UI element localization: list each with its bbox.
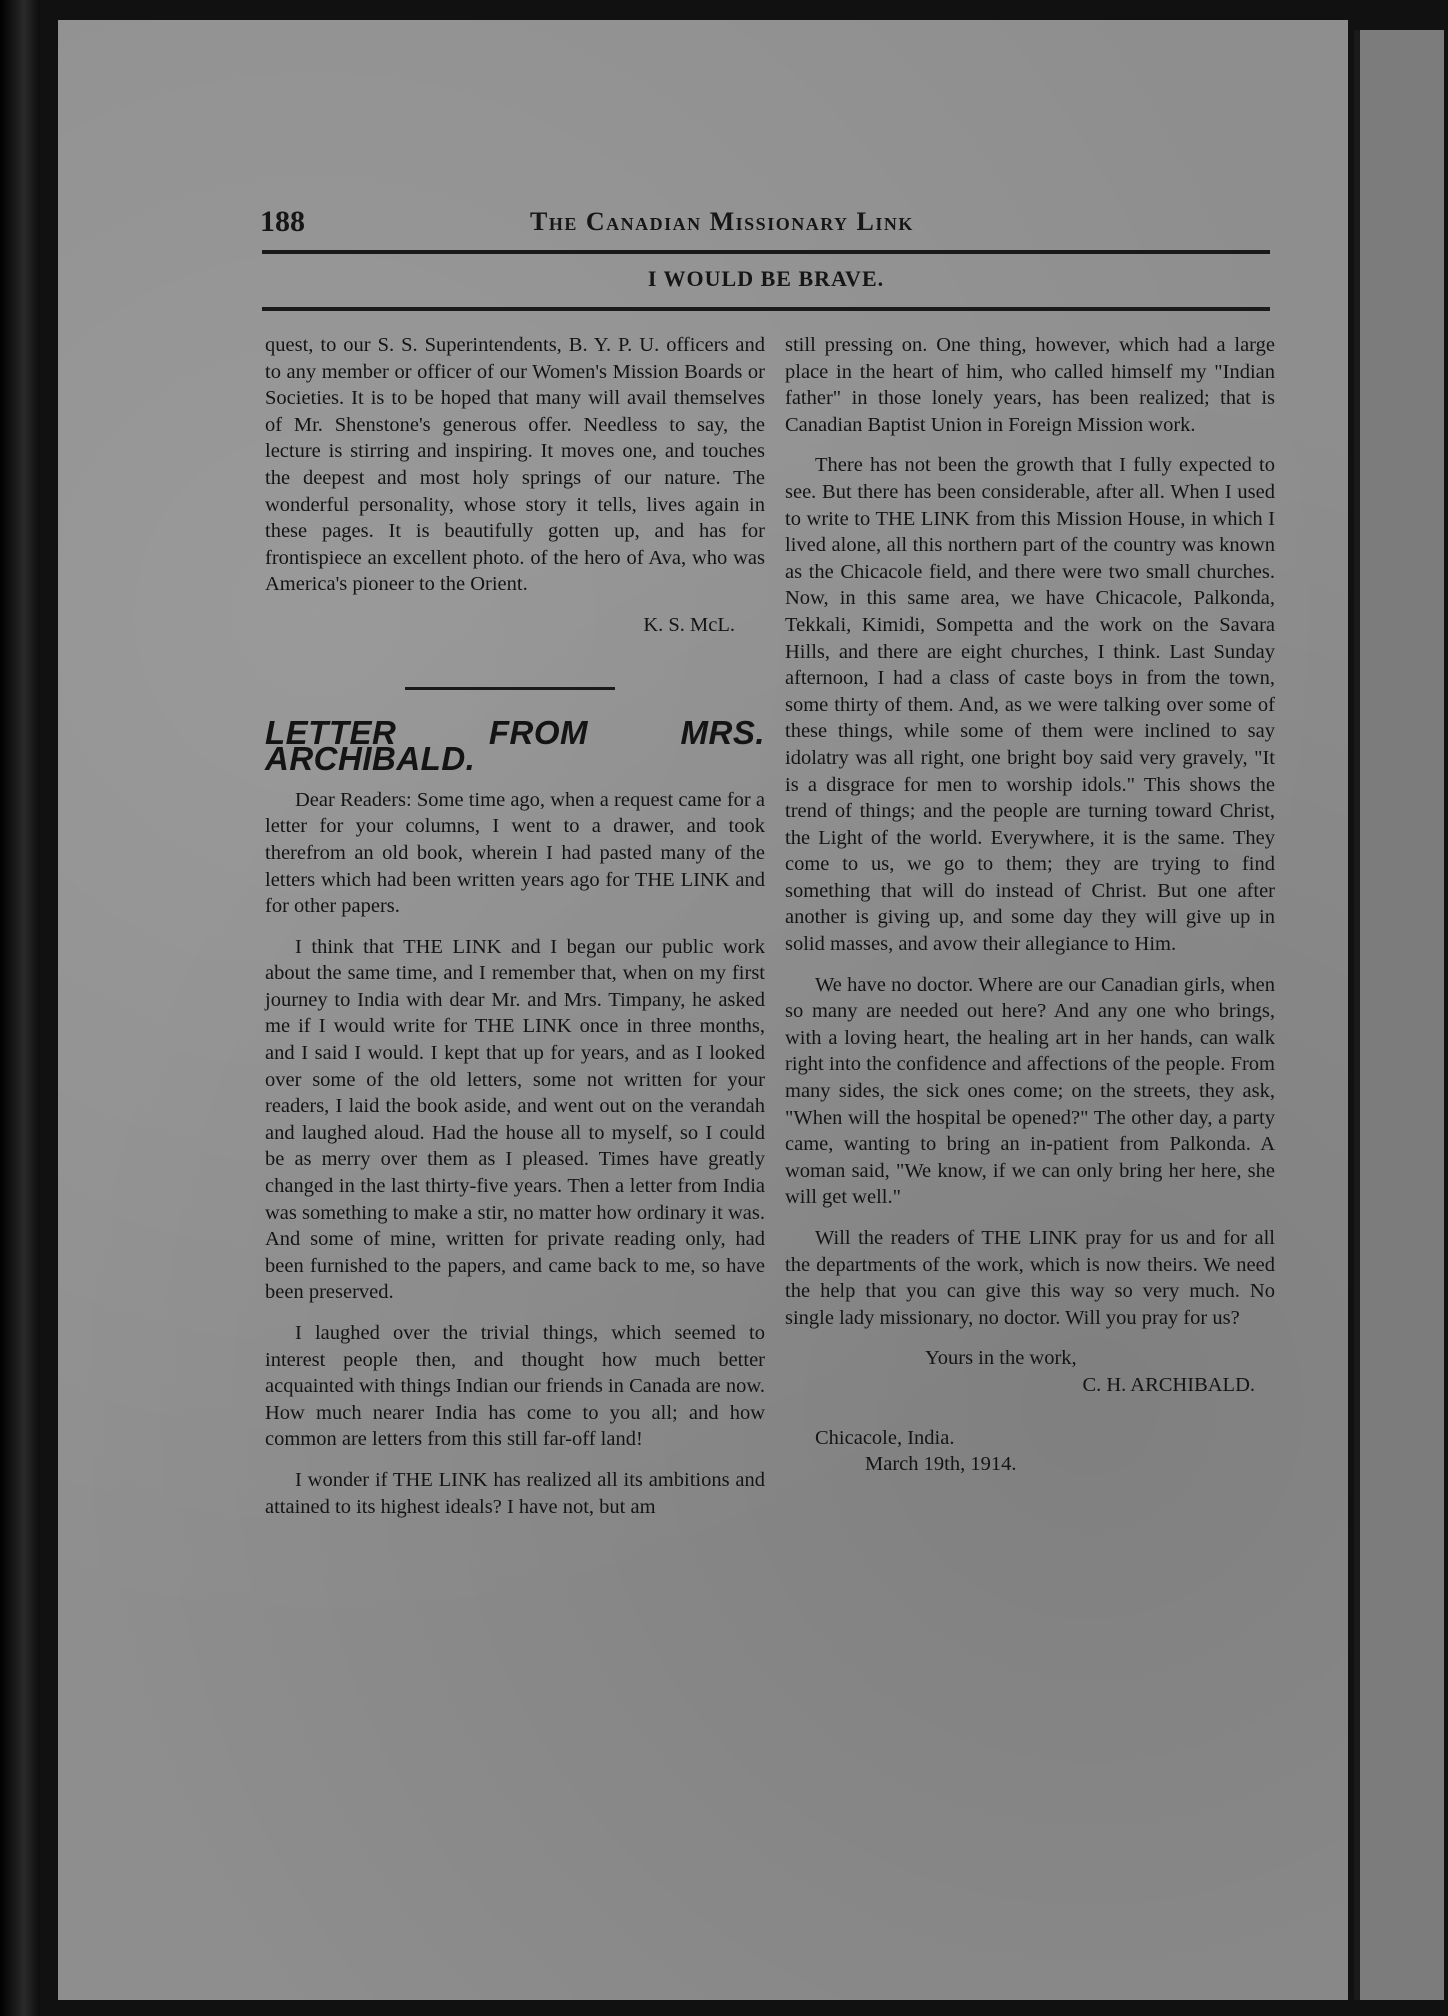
closing-salutation: Yours in the work, — [925, 1347, 1077, 1370]
left-column — [265, 332, 765, 1534]
section-divider — [405, 687, 615, 690]
letter-paragraph: There has not been the growth that I fully expected to see. But there has been considerable, after all. When I used to write to THE LINK from this Mission House, in which I lived alone, all this northern part of the country was known as the Chicacole field, and there were two small churches. Now, in this same area, we have Chicacole, Palkonda, Tekkali, Kimidi, Sompetta and the work on the Savara Hills, and there are eight churches, I think. Last Sunday afternoon, I had a class of caste boys in from the town, some thirty of them. And, as we were talking over some of these things, while some of them were inclined to say idolatry was all right, one bright boy said very gravely, "It is a disgrace for men to worship idols." This shows the trend of things; and the people are turning toward Christ, the Light of the world. Everywhere, it is the same. They come to us, we go to them; they are trying to find something that will do instead of Christ. But one after another is giving up, and some day they will give up in solid masses, and avow their allegiance to Him. — [785, 454, 1275, 956]
letter-paragraph: I laughed over the trivial things, which seemed to interest people then, and thought how much better acquainted with things Indian our friends in Canada are now. How much nearer India has come to you all; and how common are letters from this still far-off land! — [265, 1322, 765, 1451]
letter-signature: C. H. ARCHIBALD. — [1082, 1373, 1255, 1396]
letter-paragraph: I think that THE LINK and I began our public work about the same time, and I remember that, when on my first journey to India with dear Mr. and Mrs. Timpany, he asked me if I would write for THE LINK once in three months, and I said I would. I kept that up for years, and as I looked over some of the old letters, some not written for your readers, I laid the book aside, and went out on the verandah and laughed aloud. Had the house all to myself, so I could be as merry over them as I pleased. Times have greatly changed in the last thirty-five years. Then a letter from India was something to make a stir, no matter how ordinary it was. And some of mine, written for private reading only, had been furnished to the papers, and came back to me, so have been preserved. — [265, 935, 765, 1304]
letter-closing — [785, 1345, 1275, 1477]
journal-title: The Canadian Missionary Link — [530, 207, 914, 236]
letter-paragraph: I wonder if THE LINK has realized all its ambitions and attained to its highest ideals? I have not, but am — [265, 1468, 765, 1518]
letter-paragraph: We have no doctor. Where are our Canadian girls, when so many are needed out here? And any one who brings, with a loving heart, the healing art in her hands, can walk right into the confidence and affections of the people. From many sides, the sick ones come; on the streets, they ask, "When will the hospital be opened?" The other day, a party came, wanting to bring an in-patient from Palkonda. A woman said, "We know, if we can only bring her here, she will get well." — [785, 973, 1275, 1209]
letter-paragraph: Dear Readers: Some time ago, when a request came for a letter for your columns, I went to a drawer, and took therefrom an old book, wherein I had pasted many of the letters which had been written years ago for THE LINK and for other papers. — [265, 788, 765, 918]
section-title: LETTER FROM MRS. ARCHIBALD. — [265, 713, 765, 778]
header-motto: I WOULD BE BRAVE. — [647, 266, 885, 291]
header-rule-bottom — [262, 307, 1270, 311]
letter-paragraph: Will the readers of THE LINK pray for us and for all the departments of the work, which is now theirs. We need the help that you can give this way so very much. No single lady missionary, no doctor. Will you pray for us? — [785, 1227, 1275, 1329]
header-rule-top — [262, 250, 1270, 254]
running-header — [260, 205, 1270, 241]
page-number: 188 — [260, 205, 305, 238]
right-column — [785, 332, 1275, 1478]
book-binding-shadow — [0, 0, 40, 2016]
article-signature: K. S. McL. — [643, 613, 735, 636]
letter-place: Chicacole, India. — [815, 1426, 955, 1449]
next-page-edge — [1354, 30, 1444, 2000]
letter-date: March 19th, 1914. — [865, 1453, 1017, 1476]
letter-paragraph: still pressing on. One thing, however, which had a large place in the heart of him, who called himself my "Indian father" in those lonely years, has been realized; that is Canadian Baptist Union in Foreign Mission work. — [785, 334, 1275, 436]
article-paragraph: quest, to our S. S. Superintendents, B. Y. P. U. officers and to any member or officer of our Women's Mission Boards or Societies. It is to be hoped that many will avail themselves of Mr. Shenstone's generous offer. Needless to say, the lecture is stirring and inspiring. It moves one, and touches the deepest and most holy springs of our nature. The wonderful personality, whose story it tells, lives again in these pages. It is beautifully gotten up, and has for frontispiece an excellent photo. of the hero of Ava, who was America's pioneer to the Orient. — [265, 334, 765, 596]
